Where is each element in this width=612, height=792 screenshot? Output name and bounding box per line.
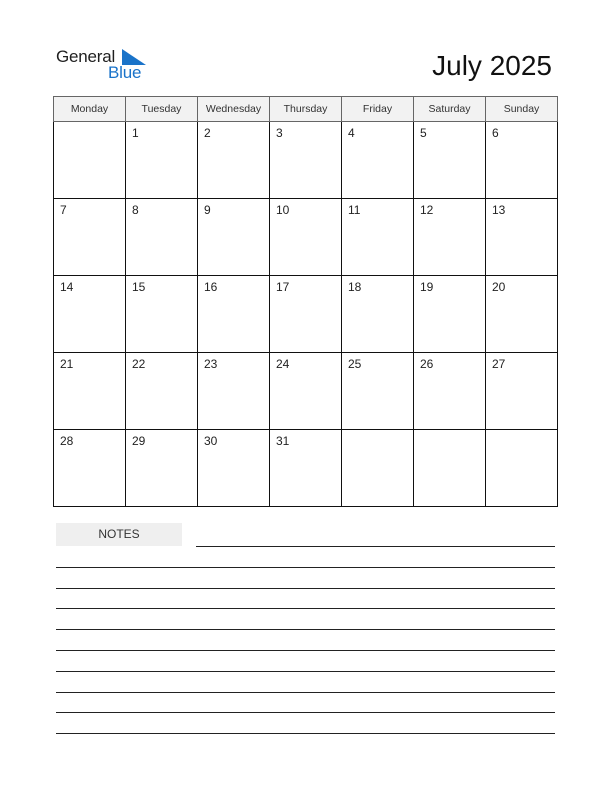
week-row <box>54 199 558 276</box>
day-number: 20 <box>492 280 506 294</box>
day-cell <box>342 122 414 199</box>
note-line <box>56 608 555 609</box>
day-number <box>486 430 557 434</box>
day-number: 23 <box>204 357 218 371</box>
day-number: 16 <box>204 280 218 294</box>
day-cell <box>54 353 126 430</box>
day-cell <box>270 353 342 430</box>
day-number: 30 <box>204 434 218 448</box>
day-number: 25 <box>348 357 362 371</box>
day-cell <box>486 430 558 507</box>
day-cell <box>486 353 558 430</box>
day-number: 17 <box>276 280 290 294</box>
day-cell <box>126 353 198 430</box>
weekday-header: Thursday <box>270 97 342 122</box>
day-number: 29 <box>132 434 146 448</box>
day-cell <box>486 199 558 276</box>
day-number: 6 <box>492 126 499 140</box>
logo-word-general: General <box>56 47 116 66</box>
day-cell <box>198 430 270 507</box>
week-row <box>54 276 558 353</box>
day-number: 31 <box>276 434 290 448</box>
day-cell <box>54 276 126 353</box>
note-line <box>196 546 555 547</box>
weekday-header: Wednesday <box>198 97 270 122</box>
logo-word-blue: Blue <box>108 63 142 82</box>
day-cell <box>414 353 486 430</box>
day-cell <box>414 276 486 353</box>
day-cell <box>198 122 270 199</box>
day-number: 21 <box>60 357 74 371</box>
weekday-header: Monday <box>54 97 126 122</box>
day-number: 12 <box>420 203 434 217</box>
day-cell <box>126 122 198 199</box>
day-cell <box>126 276 198 353</box>
day-cell <box>342 353 414 430</box>
day-number: 15 <box>132 280 146 294</box>
day-number: 26 <box>420 357 434 371</box>
weekday-header-row <box>54 97 558 122</box>
day-number: 14 <box>60 280 74 294</box>
notes-label: NOTES <box>56 523 182 546</box>
day-number <box>54 122 125 126</box>
day-number: 28 <box>60 434 74 448</box>
weekday-header: Tuesday <box>126 97 198 122</box>
day-number: 13 <box>492 203 506 217</box>
note-line <box>56 588 555 589</box>
weekday-header: Saturday <box>414 97 486 122</box>
day-number <box>414 430 485 434</box>
day-number: 19 <box>420 280 434 294</box>
day-cell <box>198 199 270 276</box>
day-cell <box>126 199 198 276</box>
note-line <box>56 712 555 713</box>
day-cell <box>198 276 270 353</box>
day-cell <box>342 276 414 353</box>
day-cell <box>486 276 558 353</box>
week-row <box>54 353 558 430</box>
day-cell <box>270 122 342 199</box>
day-number: 18 <box>348 280 362 294</box>
month-title: July 2025 <box>432 50 552 81</box>
day-number: 7 <box>60 203 67 217</box>
day-cell <box>126 430 198 507</box>
day-number: 8 <box>132 203 139 217</box>
note-line <box>56 692 555 693</box>
day-cell <box>486 122 558 199</box>
day-number: 5 <box>420 126 427 140</box>
day-number: 27 <box>492 357 506 371</box>
day-number: 11 <box>348 203 361 217</box>
weekday-header: Sunday <box>486 97 558 122</box>
day-cell <box>270 199 342 276</box>
week-row <box>54 430 558 507</box>
note-line <box>56 733 555 734</box>
brand-logo <box>56 47 156 83</box>
note-line <box>56 567 555 568</box>
day-number: 10 <box>276 203 290 217</box>
note-line <box>56 650 555 651</box>
day-cell <box>342 199 414 276</box>
day-number: 4 <box>348 126 355 140</box>
day-cell <box>54 122 126 199</box>
week-row <box>54 122 558 199</box>
calendar-grid <box>53 96 558 507</box>
day-cell <box>342 430 414 507</box>
day-number: 24 <box>276 357 290 371</box>
day-number: 1 <box>132 126 139 140</box>
day-cell <box>414 122 486 199</box>
note-line <box>56 629 555 630</box>
day-number <box>342 430 413 434</box>
day-number: 3 <box>276 126 283 140</box>
day-cell <box>198 353 270 430</box>
day-number: 22 <box>132 357 146 371</box>
weekday-header: Friday <box>342 97 414 122</box>
day-number: 9 <box>204 203 211 217</box>
day-cell <box>270 276 342 353</box>
day-cell <box>54 430 126 507</box>
day-number: 2 <box>204 126 211 140</box>
day-cell <box>414 430 486 507</box>
note-line <box>56 671 555 672</box>
day-cell <box>270 430 342 507</box>
day-cell <box>54 199 126 276</box>
day-cell <box>414 199 486 276</box>
